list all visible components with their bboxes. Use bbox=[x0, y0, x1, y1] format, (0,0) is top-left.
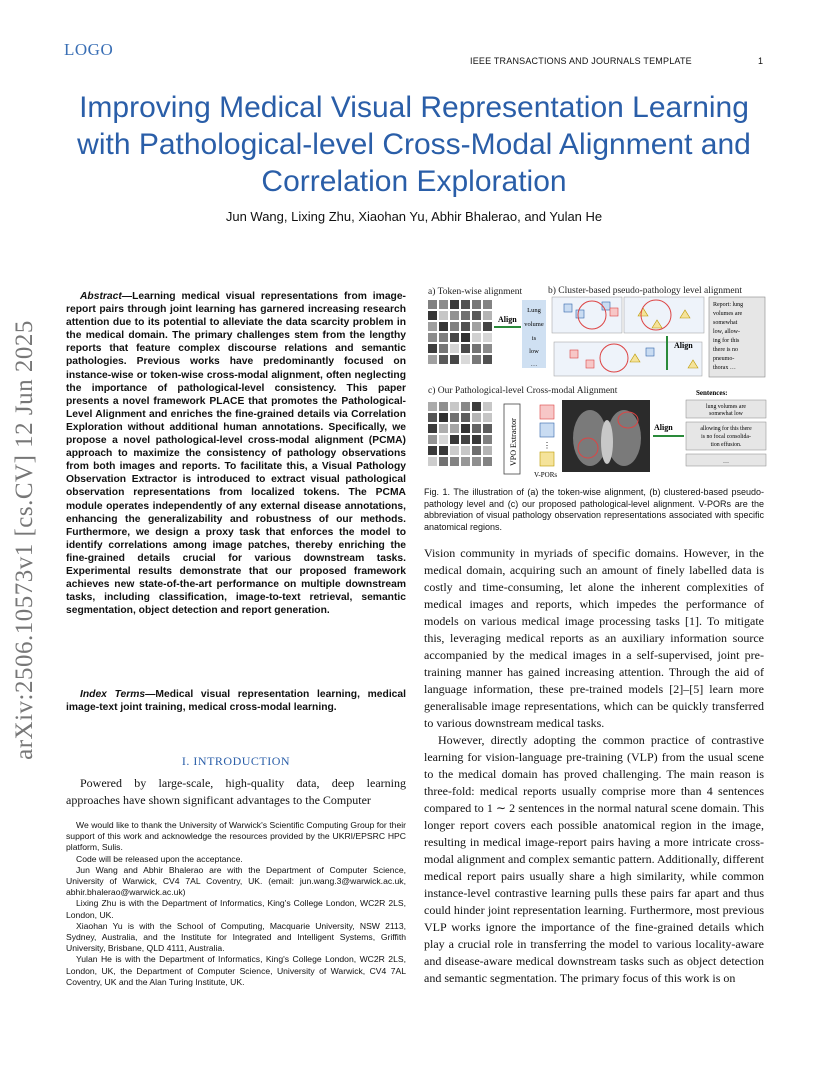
intro-paragraph-continued: Vision community in myriads of specific domains. However, in the medical domain, acquiring such an amount of finely labelled data is costly and time-consuming, let alone the inherent complexities of medical images and reports, which impedes the performance of models on various medical image processing tasks [1]. To mitigate this, leveraging medical reports as an auxiliary information source accompanied by the medical images in a self-supervised, joint pre-training manner has gained increasing attention. Through the aid of language information, these pre-trained models [2]–[5] learn more generalisable image representations, which can be quickly transferred to various downstream medical tasks. bbox=[424, 546, 764, 730]
token-1: volume bbox=[524, 321, 544, 328]
patch-token bbox=[483, 344, 492, 353]
patch-token bbox=[428, 457, 437, 466]
token-0: Lung bbox=[527, 307, 541, 314]
intro-paragraph-start: Powered by large-scale, high-quality data, deep learning approaches have shown significant advantages to the Computer bbox=[66, 776, 406, 807]
patch-token bbox=[472, 355, 481, 364]
token-grid-c bbox=[428, 402, 492, 466]
report-line: pneumo- bbox=[713, 356, 735, 362]
patch-token bbox=[483, 300, 492, 309]
logo: LOGO bbox=[64, 40, 114, 59]
patch-token bbox=[483, 402, 492, 411]
patch-token bbox=[439, 344, 448, 353]
figure-1 bbox=[424, 280, 768, 480]
patch-token bbox=[450, 435, 459, 444]
cluster-shape bbox=[586, 360, 594, 368]
report-line: somewhat bbox=[713, 320, 738, 326]
patch-token bbox=[450, 322, 459, 331]
patch-token bbox=[461, 333, 470, 342]
cluster-shape bbox=[576, 310, 584, 318]
paper-title: Improving Medical Visual Representation Learning with Pathological-level Cross-Modal Alignment and Correlation Exploration bbox=[77, 91, 751, 198]
patch-token bbox=[450, 344, 459, 353]
chest-xray bbox=[562, 400, 650, 472]
token-2: is bbox=[531, 335, 537, 342]
arxiv-stamp-text: arXiv:2506.10573v1 [cs.CV] 12 Jun 2025 bbox=[11, 320, 38, 760]
paper-authors: Jun Wang, Lixing Zhu, Xiaohan Yu, Abhir Bhalerao, and Yulan He bbox=[225, 209, 603, 224]
patch-token bbox=[461, 402, 470, 411]
patch-token bbox=[439, 311, 448, 320]
footnote: Yulan He is with the Department of Informatics, King's College London, WC2R 2LS, London, UK, the Department of Computer Science, University of Warwick, CV4 7AL Coventry, UK and the Alan Turing Institute, UK. bbox=[66, 954, 406, 987]
patch-token bbox=[461, 424, 470, 433]
align-label-a: Align bbox=[498, 315, 517, 324]
patch-token bbox=[450, 446, 459, 455]
vpors-label: V-PORs bbox=[534, 471, 558, 479]
patch-token bbox=[483, 355, 492, 364]
report-line: ing for this bbox=[713, 338, 740, 344]
vpor-column bbox=[540, 405, 554, 466]
patch-token bbox=[461, 300, 470, 309]
sentence-line: somewhat low bbox=[709, 411, 743, 417]
patch-token bbox=[472, 322, 481, 331]
figure-label-c: c) Our Pathological-level Cross-modal Alignment bbox=[428, 386, 618, 396]
token-4: … bbox=[530, 361, 538, 368]
patch-token bbox=[472, 402, 481, 411]
figure-label-b: b) Cluster-based pseudo-pathology level alignment bbox=[548, 286, 742, 296]
figure-label-a: a) Token-wise alignment bbox=[428, 287, 523, 297]
patch-token bbox=[428, 446, 437, 455]
running-title: IEEE TRANSACTIONS AND JOURNALS TEMPLATE bbox=[470, 56, 692, 66]
report-line: there is no bbox=[713, 347, 738, 353]
patch-token bbox=[472, 311, 481, 320]
patch-token bbox=[472, 446, 481, 455]
align-label-c: Align bbox=[654, 423, 673, 432]
report-line: low, allow- bbox=[713, 329, 740, 335]
patch-token bbox=[450, 300, 459, 309]
patch-token bbox=[428, 435, 437, 444]
align-label-b: Align bbox=[674, 341, 693, 350]
patch-token bbox=[428, 402, 437, 411]
cluster-shape bbox=[564, 304, 572, 312]
patch-token bbox=[439, 322, 448, 331]
patch-token bbox=[461, 344, 470, 353]
patch-token bbox=[450, 333, 459, 342]
sentence-line: allowing for this there bbox=[700, 426, 752, 432]
patch-token bbox=[439, 355, 448, 364]
patch-token bbox=[483, 333, 492, 342]
footnote: Xiaohan Yu is with the School of Computing, Macquarie University, NSW 2113, Sydney, Australia, and the Institute for Integrated and Intelligent Systems, Griffith University, Brisbane, QLD 4111, Australia. bbox=[66, 920, 406, 954]
section-heading-introduction: I. INTRODUCTION bbox=[181, 754, 291, 768]
patch-token bbox=[483, 457, 492, 466]
patch-token bbox=[428, 322, 437, 331]
patch-token bbox=[461, 446, 470, 455]
patch-token bbox=[472, 457, 481, 466]
page-number: 1 bbox=[758, 56, 764, 66]
patch-token bbox=[450, 413, 459, 422]
patch-token bbox=[483, 311, 492, 320]
patch-token bbox=[472, 344, 481, 353]
footnote: Code will be released upon the acceptance. bbox=[76, 853, 243, 864]
cluster-shape bbox=[610, 308, 618, 316]
report-line: volumes are bbox=[713, 311, 743, 317]
patch-token bbox=[461, 413, 470, 422]
patch-token bbox=[483, 424, 492, 433]
patch-token bbox=[450, 402, 459, 411]
intro-paragraph-2: However, directly adopting the common practice of contrastive learning for vision-language pre-training (VLP) from the usual scene to the medical domain has proved challenging. The main reason is three-fold: medical reports usually comprise more than 4 sentences compared to 1 ∼ 2 sentences in the normal natural scene domain. This longer report covers each possible anatomical region in the image, resulting in medical image-report pairs having a more intricate cross-modal alignment and complex semantic pattern. Additionally, different medical report pairs usually share a high similarity, while common instance-level contrastive learning pulls these pairs far apart and thus could hinder joint representation learning. Furthermore, most previous VLP works ignore the importance of the fine-grained details which play a crucial role in transferring the model to various locality-aware and disease-aware medical downstream tasks such as object detection and semantic segmentation. The primary focus of this work is on bbox=[424, 733, 764, 985]
footnotes bbox=[66, 820, 406, 988]
cluster-diagram-b bbox=[552, 297, 704, 376]
patch-token bbox=[461, 311, 470, 320]
sentences-label: Sentences: bbox=[696, 389, 728, 397]
patch-token bbox=[439, 446, 448, 455]
token-grid-a bbox=[428, 300, 492, 364]
patch-token bbox=[428, 333, 437, 342]
patch-token bbox=[461, 435, 470, 444]
abstract: Abstract—Learning medical visual representations from image-report pairs through joint learning has garnered increasing research attention due to its potential to alleviate the data scarcity problem in the medical domain. The primary challenges stem from the lengthy reports that feature complex discourse relations and semantic pathologies. Previous works have predominantly focused on instance-wise or token-wise cross-modal alignment, often neglecting the importance of pathological-level consistency. This paper presents a novel framework PLACE that promotes the Pathological-Level Alignment and enriches the fine-grained details via Correlation Exploration without additional human annotations. Specifically, we propose a novel pathological-level cross-modal alignment (PCMA) approach to maximize the consistency of pathology observations from both images and reports. To facilitate this, a Visual Pathology Observation Extractor is introduced to extract visual pathological observation representations from localized tokens. The PCMA module operates independently of any external disease annotations, enhancing the generalizability and robustness of our methods. Furthermore, we design a proxy task that enforces the model to identify correlations among image patches, thereby enriching the fine-grained details crucial for various downstream tasks. Experimental results demonstrate that our proposed framework achieves new state-of-the-art performance on multiple downstream tasks, including classification, image-to-text retrieval, semantic segmentation, object detection and report generation. bbox=[66, 291, 406, 617]
patch-token bbox=[428, 300, 437, 309]
abstract-text: Learning medical visual representations from image-report pairs through joint learning has garnered increasing research attention due to its potential to alleviate the data scarcity problem in the medical domain. The primary challenges stem from the lengthy reports that feature complex discourse relations and semantic pathologies. Previous works have predominantly focused on instance-wise or token-wise cross-modal alignment, often neglecting the importance of pathological-level consistency. This paper presents a novel framework PLACE that promotes the Pathological-Level Alignment and enriches the fine-grained details via Correlation Exploration without additional human annotations. Specifically, we propose a novel pathological-level cross-modal alignment (PCMA) approach to maximize the consistency of pathology observations from both images and reports. To facilitate this, a Visual Pathology Observation Extractor is introduced to extract visual pathological observation representations from localized tokens. The PCMA module operates independently of any external disease annotations, enhancing the generalizability and robustness of our methods. Furthermore, we design a proxy task that enforces the model to identify correlations among image patches, thereby enriching the fine-grained details crucial for various downstream tasks. Experimental results demonstrate that our proposed framework achieves new state-of-the-art performance on multiple downstream tasks, including classification, image-to-text retrieval, semantic segmentation, object detection and report generation. bbox=[66, 291, 406, 617]
patch-token bbox=[461, 322, 470, 331]
patch-token bbox=[428, 344, 437, 353]
patch-token bbox=[428, 413, 437, 422]
token-3: low bbox=[529, 348, 539, 355]
cluster-shape bbox=[570, 350, 578, 358]
footnote: Jun Wang and Abhir Bhalerao are with the Department of Computer Science, University of Warwick, CV4 7AL Coventry, UK. (email: jun.wang.3@warwick.ac.uk, abhir.bhalerao@warwick.ac.uk) bbox=[66, 864, 406, 898]
patch-token bbox=[439, 300, 448, 309]
patch-token bbox=[472, 435, 481, 444]
patch-token bbox=[450, 355, 459, 364]
index-terms-label: Index Terms bbox=[80, 689, 146, 700]
token-column bbox=[522, 300, 546, 368]
report-line: Report: lung bbox=[713, 302, 744, 308]
patch-token bbox=[483, 322, 492, 331]
patch-token bbox=[483, 413, 492, 422]
svg-text:⋮: ⋮ bbox=[543, 441, 551, 450]
patch-token bbox=[472, 333, 481, 342]
patch-token bbox=[461, 457, 470, 466]
patch-token bbox=[450, 311, 459, 320]
sentence-line: is no focal consolida- bbox=[701, 434, 751, 440]
sentence-line: lung volumes are bbox=[706, 404, 746, 410]
index-terms: Index Terms—Medical visual representation learning, medical image-text joint training, medical cross-modal learning. bbox=[66, 689, 406, 714]
patch-token bbox=[450, 457, 459, 466]
patch-token bbox=[472, 424, 481, 433]
index-terms-text: Medical visual representation learning, medical image-text joint training, medical cross-modal learning. bbox=[66, 689, 406, 714]
arxiv-stamp bbox=[4, 305, 46, 775]
abstract-label: Abstract bbox=[80, 291, 122, 302]
footnote: We would like to thank the University of Warwick's Scientific Computing Group for their support of this work and acknowledge the resources provided by the UKRI/EPSRC HPC platform, Sulis. bbox=[66, 820, 406, 853]
patch-token bbox=[428, 424, 437, 433]
cluster-shape bbox=[646, 348, 654, 356]
patch-token bbox=[472, 413, 481, 422]
footnote: Lixing Zhu is with the Department of Informatics, King's College London, WC2R 2LS, London, UK. bbox=[66, 898, 406, 920]
patch-token bbox=[428, 355, 437, 364]
patch-token bbox=[450, 424, 459, 433]
patch-token bbox=[439, 402, 448, 411]
patch-token bbox=[439, 424, 448, 433]
sentence-more: … bbox=[723, 459, 729, 465]
figure-1-caption: Fig. 1. The illustration of (a) the token-wise alignment, (b) clustered-based pseudo-pathology level and (c) our proposed pathological-level alignment. V-PORs are the abbreviation of visual pathology observation representations associated with specific anatomical regions. bbox=[424, 487, 764, 532]
patch-token bbox=[439, 435, 448, 444]
patch-token bbox=[483, 446, 492, 455]
patch-token bbox=[439, 457, 448, 466]
patch-token bbox=[439, 413, 448, 422]
patch-token bbox=[439, 333, 448, 342]
patch-token bbox=[483, 435, 492, 444]
report-line: thorax … bbox=[713, 365, 736, 371]
vpo-extractor-label: VPO Extractor bbox=[509, 418, 518, 466]
patch-token bbox=[428, 311, 437, 320]
sentence-line: tion effusion. bbox=[710, 442, 742, 448]
right-column-body bbox=[424, 545, 764, 987]
patch-token bbox=[472, 300, 481, 309]
patch-token bbox=[461, 355, 470, 364]
